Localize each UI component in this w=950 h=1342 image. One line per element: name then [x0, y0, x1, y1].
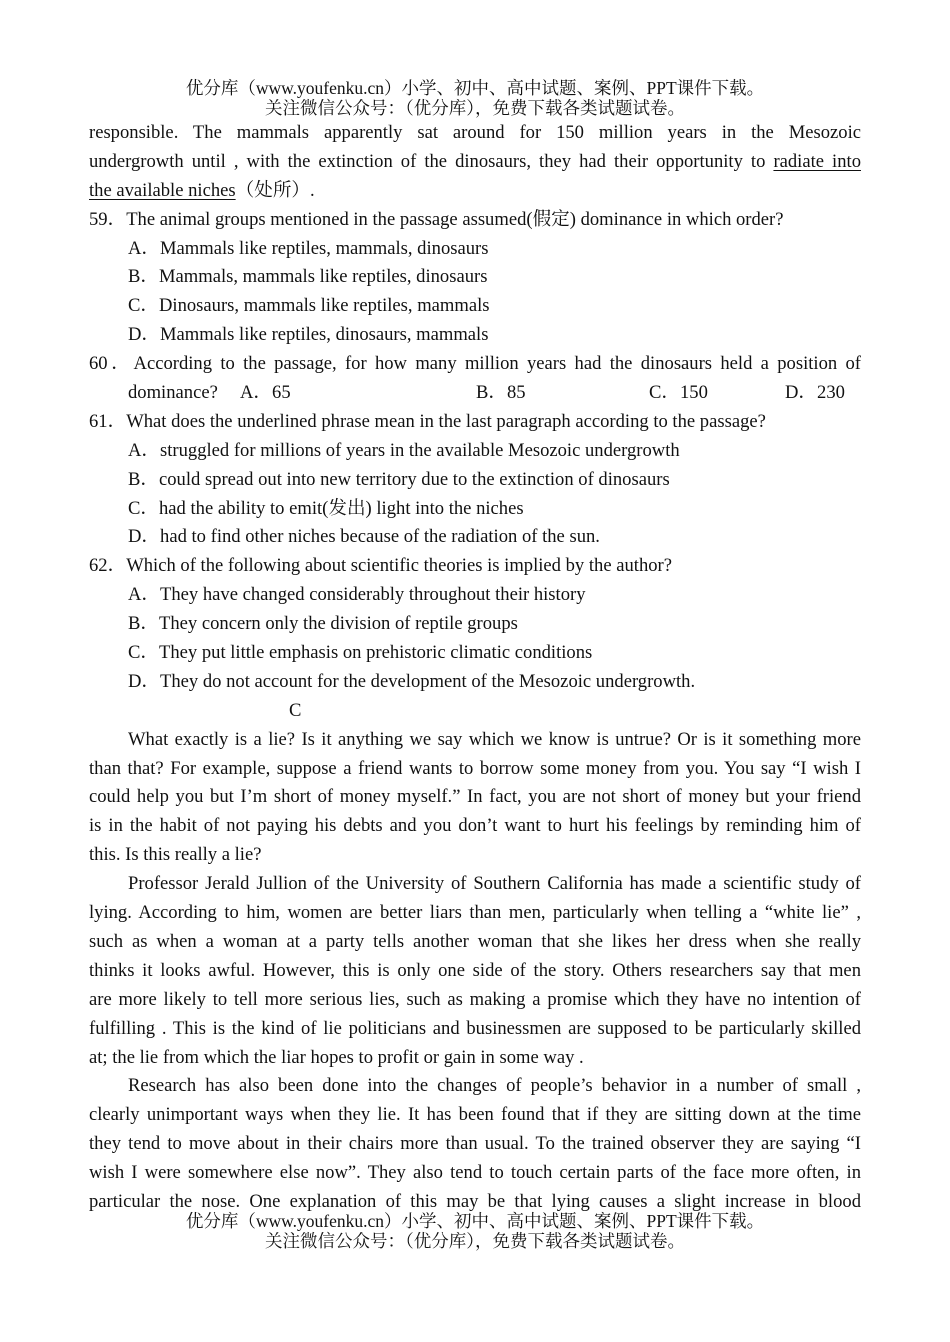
- footer-watermark: [0, 1211, 950, 1251]
- question-62-option-b: B．They concern only the division of reptile groups: [128, 613, 518, 635]
- paragraph-1-line: this. Is this really a lie?: [89, 844, 262, 866]
- paragraph-2-line: lying. According to him, women are better liars than men, particularly when telling a “white lie” ,: [89, 902, 861, 924]
- question-59-option-b: B．Mammals, mammals like reptiles, dinosaurs: [128, 266, 488, 288]
- question-59-option-a: A．Mammals like reptiles, mammals, dinosaurs: [128, 237, 489, 259]
- paragraph-2-line: thinks it looks awful. However, this is only one side of the story. Others researchers say that men: [89, 959, 861, 981]
- paragraph-1: [89, 726, 861, 870]
- footer-line-1: 优分库（www.youfenku.cn）小学、初中、高中试题、案例、PPT课件下载。: [185, 1211, 765, 1231]
- question-61-option-b: B．could spread out into new territory due to the extinction of dinosaurs: [128, 468, 670, 490]
- question-60-option-a: A．65: [240, 382, 291, 404]
- intro-line-2-text: undergrowth until , with the extinction of the dinosaurs, they had their opportunity to: [89, 150, 774, 172]
- intro-line-3-text: （处所）.: [235, 179, 315, 201]
- question-61-option-a: A．struggled for millions of years in the available Mesozoic undergrowth: [128, 439, 680, 461]
- question-62-option-d: D．They do not account for the development of the Mesozoic undergrowth.: [128, 670, 696, 692]
- question-62-option-a: A．They have changed considerably throughout their history: [128, 584, 586, 606]
- question-61-stem: 61．What does the underlined phrase mean in the last paragraph according to the passage?: [89, 410, 766, 432]
- question-61-option-c: C．had the ability to emit(发出) light into the niches: [128, 497, 524, 519]
- underlined-phrase-part-2: the available niches: [89, 179, 236, 201]
- question-59-option-c: C．Dinosaurs, mammals like reptiles, mammals: [128, 295, 490, 317]
- paragraph-2-line: Professor Jerald Jullion of the University of Southern California has made a scientific study of: [128, 873, 861, 895]
- question-59-option-d: D．Mammals like reptiles, dinosaurs, mammals: [128, 324, 489, 346]
- paragraph-1-line: than that? For example, suppose a friend wants to borrow some money from you. You say “I wish I: [89, 757, 861, 779]
- paragraph-3-line: clearly unimportant ways when they lie. It has been found that if they are sitting down at the time: [89, 1104, 861, 1126]
- question-60-options-row: [89, 379, 861, 408]
- question-60-stem-end: dominance?: [128, 382, 218, 404]
- paragraph-1-line: is in the habit of not paying his debts and you don’t want to hurt his feelings by reminding him of: [89, 815, 861, 837]
- question-59-stem: 59．The animal groups mentioned in the passage assumed(假定) dominance in which order?: [89, 208, 784, 230]
- paragraph-2-line: fulfilling . This is the kind of lie politicians and businessmen are supposed to be particularly skilled: [89, 1017, 861, 1039]
- paragraph-1-line: could help you but I’m short of money myself.” In fact, you are not short of money but your friend: [89, 786, 861, 808]
- question-60-option-d: D．230: [785, 382, 845, 404]
- question-60-stem: 60．According to the passage, for how many million years had the dinosaurs held a position of: [89, 353, 861, 375]
- intro-line-2: [89, 148, 861, 177]
- header-watermark: [0, 78, 950, 118]
- paragraph-3-line: they tend to move about in their chairs more than usual. To the trained observer they are saying “I: [89, 1133, 861, 1155]
- intro-line-1: responsible. The mammals apparently sat around for 150 million years in the Mesozoic: [89, 122, 861, 143]
- question-62-stem: 62．Which of the following about scientific theories is implied by the author?: [89, 555, 672, 577]
- paragraph-2: [89, 870, 861, 1072]
- underlined-phrase-part-1: radiate into: [773, 150, 861, 172]
- header-line-2: 关注微信公众号：（优分库），免费下载各类试题试卷。: [265, 98, 685, 118]
- paragraph-2-line: at; the lie from which the liar hopes to profit or gain in some way .: [89, 1046, 584, 1068]
- paragraph-3: [89, 1072, 861, 1216]
- header-line-1: 优分库（www.youfenku.cn）小学、初中、高中试题、案例、PPT课件下载。: [185, 78, 765, 98]
- paragraph-1-line: What exactly is a lie? Is it anything we say which we know is untrue? Or is it something more: [128, 728, 861, 750]
- main-content: [89, 119, 861, 1217]
- question-62-option-c: C．They put little emphasis on prehistoric climatic conditions: [128, 642, 593, 664]
- question-60-option-b: B．85: [476, 382, 526, 404]
- question-61-option-d: D．had to find other niches because of the radiation of the sun.: [128, 526, 600, 548]
- paragraph-2-line: are more likely to tell more serious lies, such as making a promise which they have no intention of: [89, 988, 861, 1010]
- paragraph-2-line: such as when a woman at a party tells another woman that she likes her dress when she really: [89, 930, 861, 952]
- paragraph-3-line: wish I were somewhere else now”. They also tend to touch certain parts of the face more often, in: [89, 1162, 861, 1184]
- intro-line-3: [89, 177, 861, 206]
- question-60-option-c: C．150: [649, 382, 708, 404]
- footer-line-2: 关注微信公众号：（优分库），免费下载各类试题试卷。: [265, 1231, 685, 1251]
- section-c-heading: C: [289, 699, 302, 721]
- paragraph-3-line: Research has also been done into the changes of people’s behavior in a number of small ,: [128, 1075, 861, 1097]
- paragraph-3-line: particular the nose. One explanation of this may be that lying causes a slight increase in blood: [89, 1190, 861, 1212]
